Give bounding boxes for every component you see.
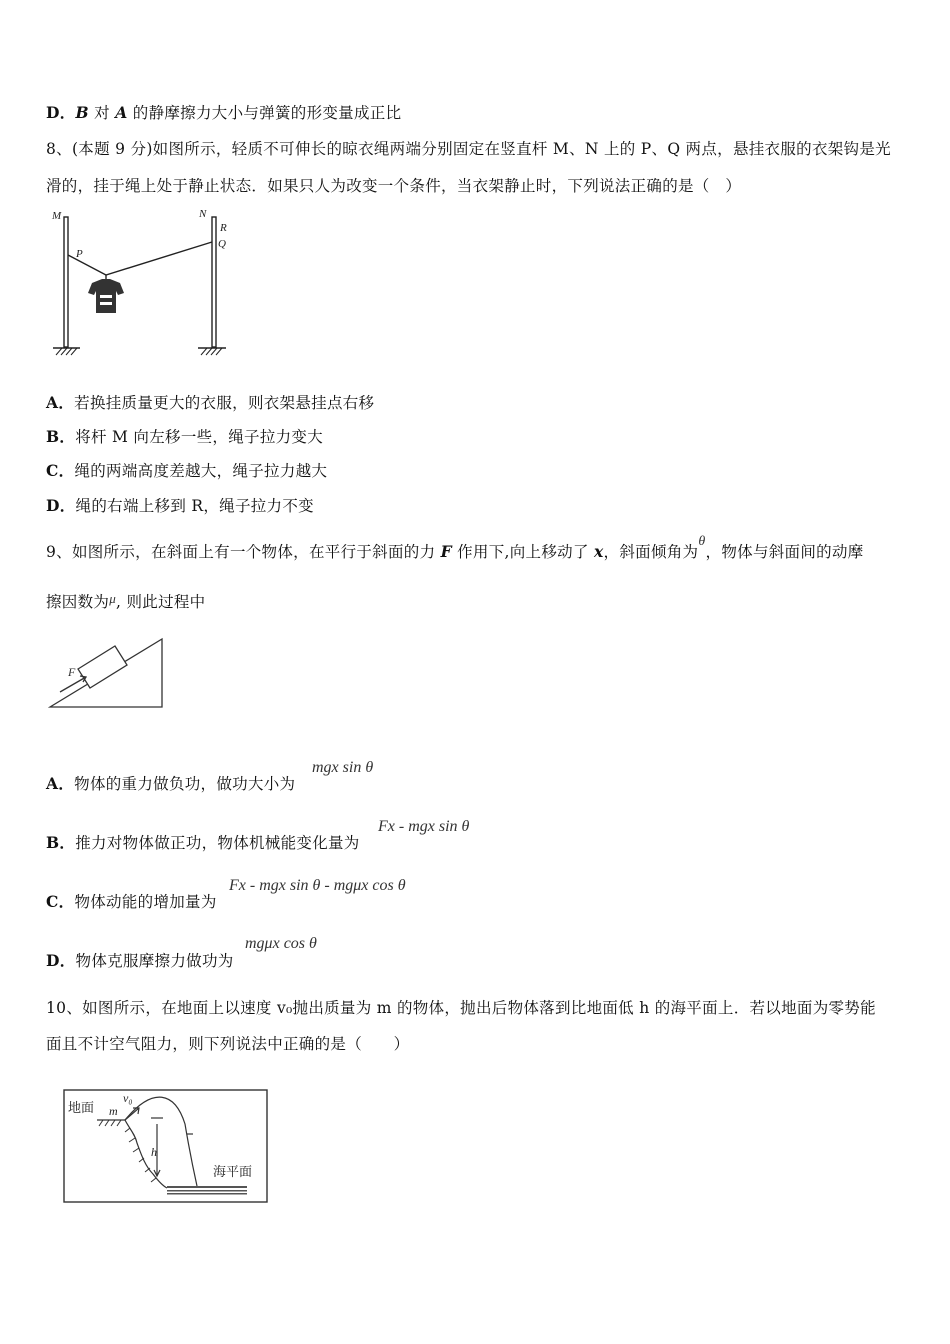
fig-label-f: F	[68, 665, 76, 679]
q8-option-d: D．绳的右端上移到 R，绳子拉力不变	[46, 496, 314, 515]
q9-stem-line1: 9、如图所示，在斜面上有一个物体，在平行于斜面的力 F 作用下,向上移动了 x，斜面倾角为θ，物体与斜面间的动摩	[46, 534, 864, 561]
q8-option-a: A．若换挂质量更大的衣服，则衣架悬挂点右移	[46, 393, 375, 412]
fig-label-sea: 海平面	[213, 1165, 253, 1180]
fig-label-v0: v₀	[123, 1091, 133, 1105]
q10-stem-line1: 10、如图所示，在地面上以速度 v₀抛出质量为 m 的物体，抛出后物体落到比地面低 h 的海平面上．若以地面为零势能	[46, 999, 876, 1017]
q10-stem-line2: 面且不计空气阻力，则下列说法中正确的是（ ）	[46, 1035, 410, 1053]
fig-label-p: P	[76, 248, 83, 260]
q9-stem-line2: 擦因数为$^\mu$, 则此过程中	[46, 591, 206, 611]
q10-projectile-figure	[63, 1088, 269, 1204]
q9-option-c: C．物体动能的增加量为	[46, 892, 217, 911]
q7-option-d: D．B 对 A 的静摩擦力大小与弹簧的形变量成正比	[46, 103, 402, 122]
q9-option-b-formula: Fx - mgx sin θ	[378, 818, 470, 835]
q9-option-d-formula: mgμx cos θ	[245, 935, 317, 952]
q9-option-c-formula: Fx - mgx sin θ - mgμx cos θ	[229, 877, 406, 894]
fig-label-r: R	[220, 222, 227, 234]
q8-option-b: B．将杆 M 向左移一些，绳子拉力变大	[46, 427, 324, 446]
fig-label-q: Q	[218, 238, 226, 250]
q9-option-b: B．推力对物体做正功，物体机械能变化量为	[46, 833, 360, 852]
q9-option-d: D．物体克服摩擦力做功为	[46, 951, 234, 970]
q9-option-a-formula: mgx sin θ	[312, 759, 374, 776]
q8-clothesline-figure	[48, 205, 238, 360]
q9-incline-figure	[48, 634, 168, 712]
q8-stem-line2: 滑的，挂于绳上处于静止状态．如果只人为改变一个条件，当衣架静止时，下列说法正确的是（ ）	[46, 177, 742, 195]
fig-label-n: N	[199, 208, 207, 220]
fig-label-mass: m	[109, 1104, 118, 1118]
fig-label-m: M	[52, 210, 62, 222]
fig-label-h: h	[151, 1145, 157, 1159]
fig-label-ground: 地面	[68, 1101, 95, 1116]
q9-option-a: A．物体的重力做负功，做功大小为	[46, 774, 296, 793]
q8-option-c: C．绳的两端高度差越大，绳子拉力越大	[46, 461, 328, 480]
q8-stem-line1: 8、(本题 9 分)如图所示，轻质不可伸长的晾衣绳两端分别固定在竖直杆 M、N 上的 P、Q 两点，悬挂衣服的衣架钩是光	[46, 140, 891, 158]
